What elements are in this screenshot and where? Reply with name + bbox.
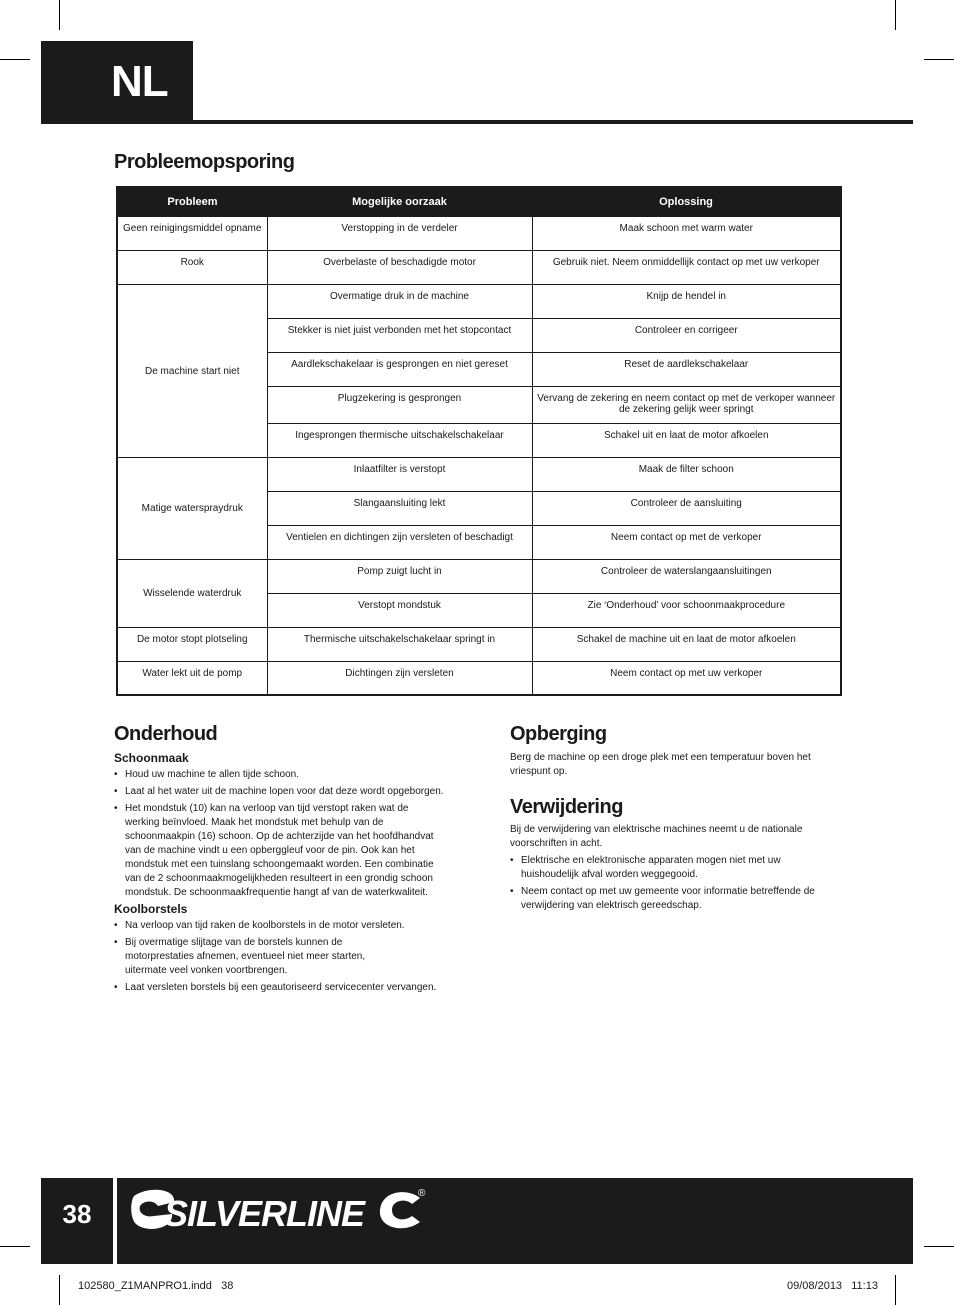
list-item: • Elektrische en elektronische apparaten mogen niet met uw huishoudelijk afval worden weggegooid. [510, 854, 840, 882]
solution-cell: Knijp de hendel in [532, 285, 841, 319]
list-item: • Laat versleten borstels bij een geautoriseerd servicecenter vervangen. [114, 981, 449, 995]
list-item: • Neem contact op met uw gemeente voor informatie betreffende de verwijdering van elektrisch gereedschap. [510, 885, 840, 913]
list-item: • Laat al het water uit de machine lopen voor dat deze wordt opgeborgen. [114, 785, 449, 799]
maintenance-title: Onderhoud [114, 723, 218, 745]
problem-cell: De motor stopt plotseling [117, 628, 267, 662]
solution-cell: Vervang de zekering en neem contact op met de verkoper wanneer de zekering gelijk weer springt [532, 387, 841, 424]
list-item: • Na verloop van tijd raken de koolborstels in de motor versleten. [114, 919, 449, 933]
crop-mark [895, 0, 896, 30]
cause-cell: Stekker is niet juist verbonden met het stopcontact [267, 319, 532, 353]
cause-cell: Ingesprongen thermische uitschakelschakelaar [267, 424, 532, 458]
footer-divider [113, 1178, 117, 1264]
cause-cell: Overmatige druk in de machine [267, 285, 532, 319]
header-rule [41, 120, 913, 124]
language-tab: NL [41, 41, 193, 123]
table-header-row [117, 187, 841, 217]
list-item: • Houd uw machine te allen tijde schoon. [114, 768, 449, 782]
column-header-cause: Mogelijke oorzaak [267, 187, 532, 217]
cause-cell: Dichtingen zijn versleten [267, 662, 532, 695]
cause-cell: Aardlekschakelaar is gesprongen en niet gereset [267, 353, 532, 387]
list-item: • Het mondstuk (10) kan na verloop van tijd verstopt raken wat de werking beïnvloed. Maak het mondstuk met behulp van de schoonmaakpin (16) schoon. Op de achterzijde van het hoofdhandvat van de machine vindt u een opberggleuf voor de pin. Ook kan het mondstuk met een tuinslang schoongemaakt worden. Een combinatie van de 2 schoonmaakmogelijkheden resulteert in een grondig schoon mondstuk. De schoonmaakfrequentie hangt af van de waterkwaliteit. [114, 802, 449, 900]
cause-cell: Pomp zuigt lucht in [267, 560, 532, 594]
table-row [117, 458, 841, 492]
problem-cell: Matige waterspraydruk [117, 458, 267, 560]
crop-mark [895, 1275, 896, 1305]
column-header-solution: Oplossing [532, 187, 841, 217]
table-row [117, 285, 841, 319]
cause-cell: Plugzekering is gesprongen [267, 387, 532, 424]
cause-cell: Slangaansluiting lekt [267, 492, 532, 526]
solution-cell: Zie ‘Onderhoud’ voor schoonmaakprocedure [532, 594, 841, 628]
solution-cell: Reset de aardlekschakelaar [532, 353, 841, 387]
date-slug: 09/08/2013 11:13 [787, 1280, 878, 1292]
crop-mark [59, 1275, 60, 1305]
storage-text: Berg de machine op een droge plek met een temperatuur boven het vriespunt op. [510, 752, 811, 777]
solution-cell: Controleer en corrigeer [532, 319, 841, 353]
cause-cell: Ventielen en dichtingen zijn versleten of beschadigt [267, 526, 532, 560]
silverline-logo [128, 1182, 433, 1242]
problem-cell: Wisselende waterdruk [117, 560, 267, 628]
cause-cell: Inlaatfilter is verstopt [267, 458, 532, 492]
crop-mark [59, 0, 60, 30]
solution-cell: Controleer de aansluiting [532, 492, 841, 526]
solution-cell: Schakel uit en laat de motor afkoelen [532, 424, 841, 458]
solution-cell: Maak schoon met warm water [532, 217, 841, 251]
table-row [117, 251, 841, 285]
crop-mark [924, 59, 954, 60]
storage-title: Opberging [510, 723, 607, 745]
registered-mark: ® [418, 1188, 426, 1199]
problem-cell: Geen reinigingsmiddel opname [117, 217, 267, 251]
cause-cell: Thermische uitschakelschakelaar springt in [267, 628, 532, 662]
cause-cell: Overbelaste of beschadigde motor [267, 251, 532, 285]
cleaning-list [114, 768, 449, 903]
table-row [117, 662, 841, 695]
solution-cell: Gebruik niet. Neem onmiddellijk contact op met uw verkoper [532, 251, 841, 285]
crop-mark [0, 59, 30, 60]
crop-mark [0, 1246, 30, 1247]
brushes-subtitle: Koolborstels [114, 902, 188, 916]
cause-cell: Verstopt mondstuk [267, 594, 532, 628]
disposal-list [510, 854, 840, 916]
troubleshooting-title: Probleemopsporing [114, 151, 295, 173]
problem-cell: Rook [117, 251, 267, 285]
table-row [117, 217, 841, 251]
cleaning-subtitle: Schoonmaak [114, 751, 189, 765]
solution-cell: Schakel de machine uit en laat de motor afkoelen [532, 628, 841, 662]
disposal-intro: Bij de verwijdering van elektrische machines neemt u de nationale voorschriften in acht. [510, 824, 803, 849]
brand-name: SILVERLINE [164, 1193, 365, 1234]
solution-cell: Neem contact op met uw verkoper [532, 662, 841, 695]
file-slug: 102580_Z1MANPRO1.indd 38 [78, 1280, 234, 1292]
solution-cell: Neem contact op met de verkoper [532, 526, 841, 560]
table-row [117, 628, 841, 662]
disposal-title: Verwijdering [510, 796, 623, 818]
problem-cell: Water lekt uit de pomp [117, 662, 267, 695]
crop-mark [924, 1246, 954, 1247]
solution-cell: Controleer de waterslangaansluitingen [532, 560, 841, 594]
list-item: • Bij overmatige slijtage van de borstels kunnen de motorprestaties afnemen, eventueel niet meer starten, uitermate veel vonken voortbrengen. [114, 936, 449, 978]
cause-cell: Verstopping in de verdeler [267, 217, 532, 251]
troubleshooting-table [116, 186, 842, 696]
brushes-list [114, 919, 449, 998]
table-row [117, 560, 841, 594]
problem-cell: De machine start niet [117, 285, 267, 458]
solution-cell: Maak de filter schoon [532, 458, 841, 492]
column-header-problem: Probleem [117, 187, 267, 217]
page-number: 38 [62, 1199, 92, 1229]
